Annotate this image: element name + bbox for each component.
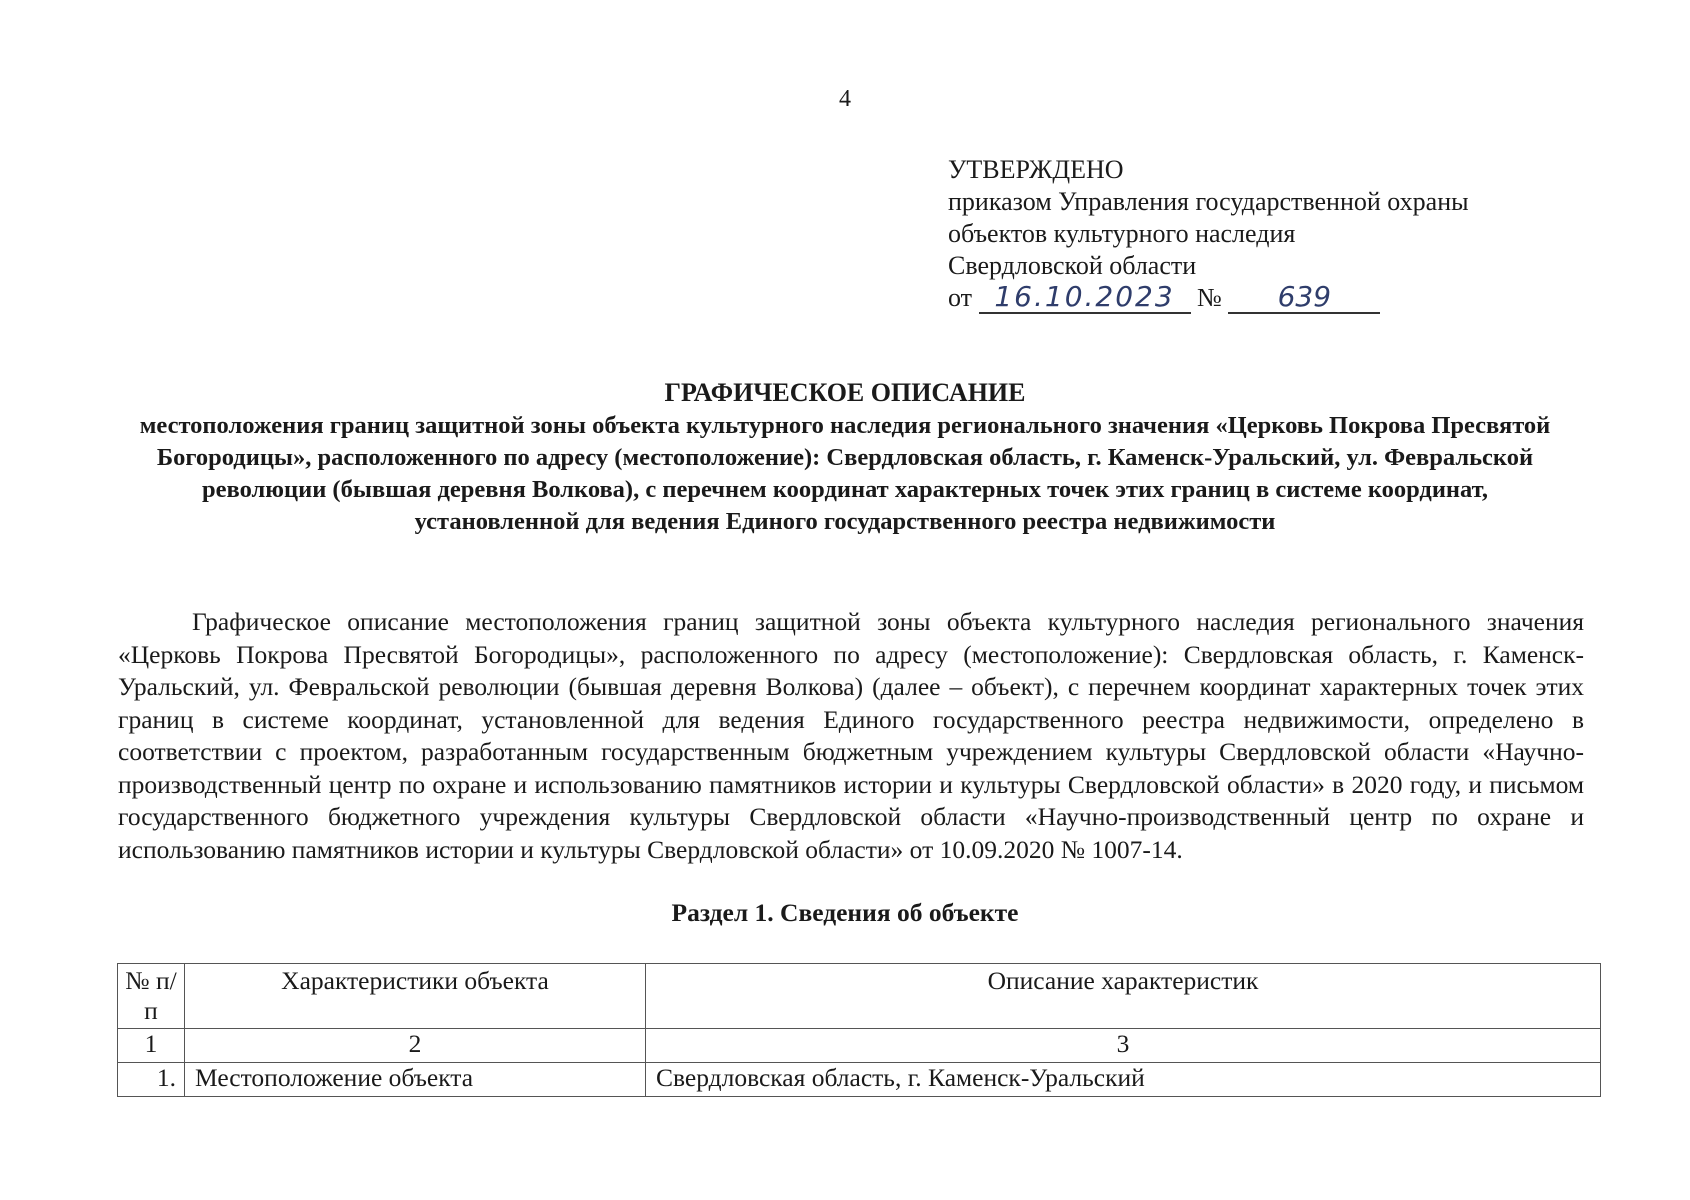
page-number: 4 (839, 86, 851, 112)
table-index-row (118, 1029, 1601, 1063)
header-number: № п/п (118, 964, 185, 1029)
section-title: Раздел 1. Сведения об объекте (671, 898, 1019, 927)
row-characteristic-cell: Местоположение объекта (185, 1063, 646, 1097)
approval-heading: УТВЕРЖДЕНО (948, 155, 1124, 184)
row-number-cell: 1. (118, 1063, 185, 1097)
date-prefix: от (948, 283, 973, 312)
row-description-cell: Свердловская область, г. Каменск-Уральский (646, 1063, 1601, 1097)
handwritten-date: 16.10.2023 (979, 282, 1191, 314)
number-label: № (1197, 283, 1222, 312)
document-heading (130, 376, 1560, 538)
header-characteristics: Характеристики объекта (185, 964, 646, 1029)
object-info-table (117, 963, 1601, 1097)
index-cell-1: 1 (118, 1029, 185, 1063)
index-cell-3: 3 (646, 1029, 1601, 1063)
index-cell-2: 2 (185, 1029, 646, 1063)
approval-line-1: приказом Управления государственной охраны (948, 187, 1469, 216)
document-subtitle: местоположения границ защитной зоны объекта культурного наследия регионального значения «Церковь Покрова Пресвятой Богородицы», расположенного по адресу (местоположение): Свердловская область, г. Каменск-Уральский, ул. Февральской революции (бывшая деревня Волкова), с перечнем координат характерных точек этих границ в системе координат, установленной для ведения Единого государственного реестра недвижимости (139, 412, 1551, 535)
approval-line-3: Свердловской области (948, 251, 1197, 280)
approval-stamp-block (948, 154, 1588, 314)
body-paragraph: Графическое описание местоположения границ защитной зоны объекта культурного наследия регионального значения «Церковь Покрова Пресвятой Богородицы», расположенного по адресу (местоположение): Свердловская область, г. Каменск-Уральский, ул. Февральской революции (бывшая деревня Волкова) (далее – объект), с перечнем координат характерных точек этих границ в системе координат, установленной для ведения Единого государственного реестра недвижимости, определено в соответствии с проектом, разработанным государственным бюджетным учреждением культуры Свердловской области «Научно-производственный центр по охране и использованию памятников истории и культуры Свердловской области» в 2020 году, и письмом государственного бюджетного учреждения культуры Свердловской области «Научно-производственный центр по охране и использованию памятников истории и культуры Свердловской области» от 10.09.2020 № 1007-14. (118, 607, 1584, 864)
header-description: Описание характеристик (646, 964, 1601, 1029)
handwritten-order-number: 639 (1228, 282, 1380, 314)
table-row (118, 1063, 1601, 1097)
document-title: ГРАФИЧЕСКОЕ ОПИСАНИЕ (664, 378, 1026, 407)
approval-date-number-row (948, 282, 1588, 314)
approval-line-2: объектов культурного наследия (948, 219, 1296, 248)
table-header-row (118, 964, 1601, 1029)
